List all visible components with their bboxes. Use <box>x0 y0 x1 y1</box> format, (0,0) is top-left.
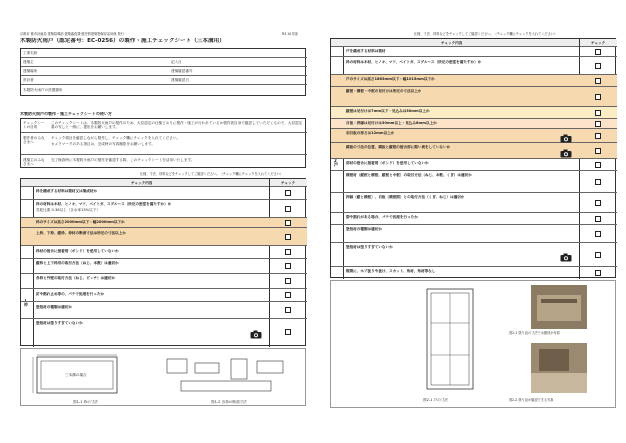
check-item: 塗装材は塗りすぎていないか <box>36 321 83 325</box>
check-item: 上枠、下枠、縦枠、枠材の断面寸法は所定の寸法以上か <box>36 231 126 235</box>
check-item: 鏡板の寸法の位置、鏡板と縦框の接合部に隙い異をしていないか <box>346 145 451 149</box>
page-title: 木製防火雨戸（認定番号：EC-0256）の製作・施工チェックシート（三本溝用） <box>20 38 225 44</box>
check-box[interactable] <box>595 121 601 127</box>
door-figure-caption: 図2-1 戸の寸法 <box>423 398 448 402</box>
check-box[interactable] <box>595 252 601 258</box>
check-item-detail: 気乾比重 0.36以上（含水率15%以下） <box>36 208 100 212</box>
check-box[interactable] <box>595 49 601 55</box>
usage-text-maker: チェック項目を確認しながら製作し、チェック欄にチェックを入れてください。 <box>51 136 181 140</box>
check-item: 縦枠と上下枠用の取付方法（ねじ、本数）は適切か <box>36 261 119 265</box>
col-header-content: チェック内容 <box>441 41 463 45</box>
usage-label-owner: 建築主のみなさまへ <box>23 158 45 167</box>
check-box[interactable] <box>285 220 291 226</box>
figure-area <box>20 348 306 406</box>
check-item: 縦框は見付けは7mm以下・見込みは30mm以上か <box>346 109 430 113</box>
check-box[interactable] <box>595 63 601 69</box>
check-box[interactable] <box>285 292 291 298</box>
check-item: 目板・押縁は見付けは30mm以上・見込み8mm以上か <box>346 121 437 125</box>
info-label-permit-date: 建築確認日 <box>171 78 189 82</box>
check-box[interactable] <box>595 133 601 139</box>
check-box[interactable] <box>285 190 291 196</box>
section-label-frame: 1 枠 <box>24 299 28 308</box>
info-label-site: 建築場所 <box>23 69 38 73</box>
check-box[interactable] <box>595 270 601 276</box>
checklist-table <box>20 178 306 346</box>
col-header-check: チェック <box>281 181 296 185</box>
issuer-line: 京都市 都市計画局 建築指導部 建築審査課 歴史的建築物保存活用係 発行 <box>20 32 124 36</box>
check-item: 戸を構成する材料は製材 <box>346 49 386 53</box>
check-box[interactable] <box>595 78 601 84</box>
check-box[interactable] <box>595 216 601 222</box>
door-figure-area <box>330 280 616 408</box>
check-item: 横框材（縦框と横框、縦框と中框）の取付方法（ねじ、本数、くぎ）は適切か <box>346 173 472 177</box>
usage-label-purpose: チェックシートの目的 <box>23 121 45 130</box>
door-dimension-figure <box>423 287 477 391</box>
figure-caption-1: 図1-1 枠の寸法 <box>73 400 98 404</box>
camera-icon <box>560 134 572 143</box>
left-page <box>20 30 306 412</box>
check-box[interactable] <box>595 162 601 168</box>
check-item: 枠材の接合に接着剤（ボンド）を使用していないか <box>36 249 119 253</box>
usage-label-maker: 製作者のみなさまへ <box>23 136 45 145</box>
info-label-permit-no: 建築確認番号 <box>171 69 193 73</box>
section-label-door: 2 戸 <box>334 159 338 168</box>
photo-caption-2: 図2-2 塗り直が確認できる写真 <box>509 398 554 402</box>
usage-text-purpose: このチェックシートは、木製防火雨戸の製作のため、大臣認定の仕様どおりに製作・施工が行われているか製作者自身で確認していただくもので、大臣認定書の写しと一緒に、提出をお願いします。 <box>51 121 303 130</box>
info-label-project: 工事名称 <box>23 51 38 55</box>
check-box[interactable] <box>285 329 291 335</box>
camera-icon <box>560 253 572 262</box>
check-item: 枠のサイズは高さ2000mm以下・幅2000mm以下か <box>36 220 125 224</box>
check-item: 枠を構成する材料は製材又は集成材か <box>36 189 98 193</box>
check-item: 各枠と外壁の取付方法（ねじ、ピッチ）は適切か <box>36 276 115 280</box>
check-box[interactable] <box>595 231 601 237</box>
figure-center-label: 三本溝の場合 <box>65 373 87 377</box>
usage-text-owner: 完了検査時に木製防火雨戸の製作を確認する際、このチェックシートを活用いたします。 <box>51 158 195 162</box>
check-box[interactable] <box>595 179 601 185</box>
check-item: 塗装材は塗りすぎていないか <box>346 245 393 249</box>
info-table <box>20 48 306 96</box>
check-box[interactable] <box>285 249 291 255</box>
usage-box <box>20 118 306 168</box>
check-item: 枠の材料は木材、ヒノキ、マツ、ベイトガ、スプルース（所定の密度を満たすか）か <box>36 202 172 206</box>
photo-1 <box>531 285 587 329</box>
camera-icon <box>560 149 572 158</box>
check-box[interactable] <box>285 307 291 313</box>
check-item: 縦框・横框・中框の見付けは所定の寸法以上か <box>346 89 422 93</box>
check-item: 押縁（縦と横框）、目板（横框間）との取付方法（くぎ、ねじ）は適切か <box>346 195 465 199</box>
check-box[interactable] <box>285 278 291 284</box>
check-item: 戸のサイズは高さ1863mm以下・幅1015mm以下か <box>346 77 435 81</box>
check-item: 隙間に、ホゾ抜りや抜け、スカット、角材、角材等なし <box>346 269 436 273</box>
version-date: R3.10月版 <box>282 32 298 36</box>
figure-caption-2: 図1-2 各枠の断面寸法 <box>211 400 247 404</box>
photo-caption-1: 図2-1 塗り直の寸法で水撥材が付着 <box>509 331 560 335</box>
right-page <box>330 30 616 412</box>
check-item: 釘や熱れ止め等の、パテで処理を行ったか <box>36 292 105 296</box>
check-item: 塗装材の種類は適切か <box>346 227 382 231</box>
col-header-content: チェック内容 <box>131 181 153 185</box>
check-box[interactable] <box>595 94 601 100</box>
check-item: 塗装材の種類は適切か <box>36 305 72 309</box>
photo-2 <box>531 343 587 393</box>
check-item: 枠の材料は木材、ヒノキ、マツ、ベイトガ、スプルース（所定の密度を満たすか）か <box>346 60 482 64</box>
frame-section-figure <box>161 353 291 397</box>
right-header-note: 仕様、寸法、材料などをチェックしてご確認ください。（チェック欄にチェックを入れてください） <box>414 32 558 36</box>
info-label-date: 記入日 <box>171 60 182 64</box>
info-label-location: 木製防火雨戸の設置箇所 <box>23 88 63 92</box>
door-checklist-table <box>330 38 616 278</box>
col-header-check: チェック <box>591 41 606 45</box>
check-item: 部材の接合に接着剤（ボンド）を使用していないか <box>346 161 429 165</box>
check-box[interactable] <box>595 200 601 206</box>
check-box[interactable] <box>285 263 291 269</box>
check-note: 仕様、寸法、材料などをチェックしてご確認ください。（チェック欄にチェックを入れてください） <box>140 172 284 176</box>
info-label-owner: 建築主 <box>23 60 34 64</box>
usage-text-camera: カメラマークのある項目は、完成時の写真撮影をお願いします。 <box>51 142 155 146</box>
check-box[interactable] <box>285 234 291 240</box>
check-box[interactable] <box>595 110 601 116</box>
check-item: 節や割れがある場合、パテで処理を行ったか <box>346 215 418 219</box>
check-box[interactable] <box>285 206 291 212</box>
check-item: 羽目板の厚さは12mm以上か <box>346 131 395 135</box>
camera-icon <box>250 330 262 339</box>
info-label-designer: 設計者 <box>23 78 34 82</box>
usage-title: 木製防火雨戸の製作・施工チェックシートの使い方 <box>20 112 112 116</box>
check-box[interactable] <box>595 148 601 154</box>
